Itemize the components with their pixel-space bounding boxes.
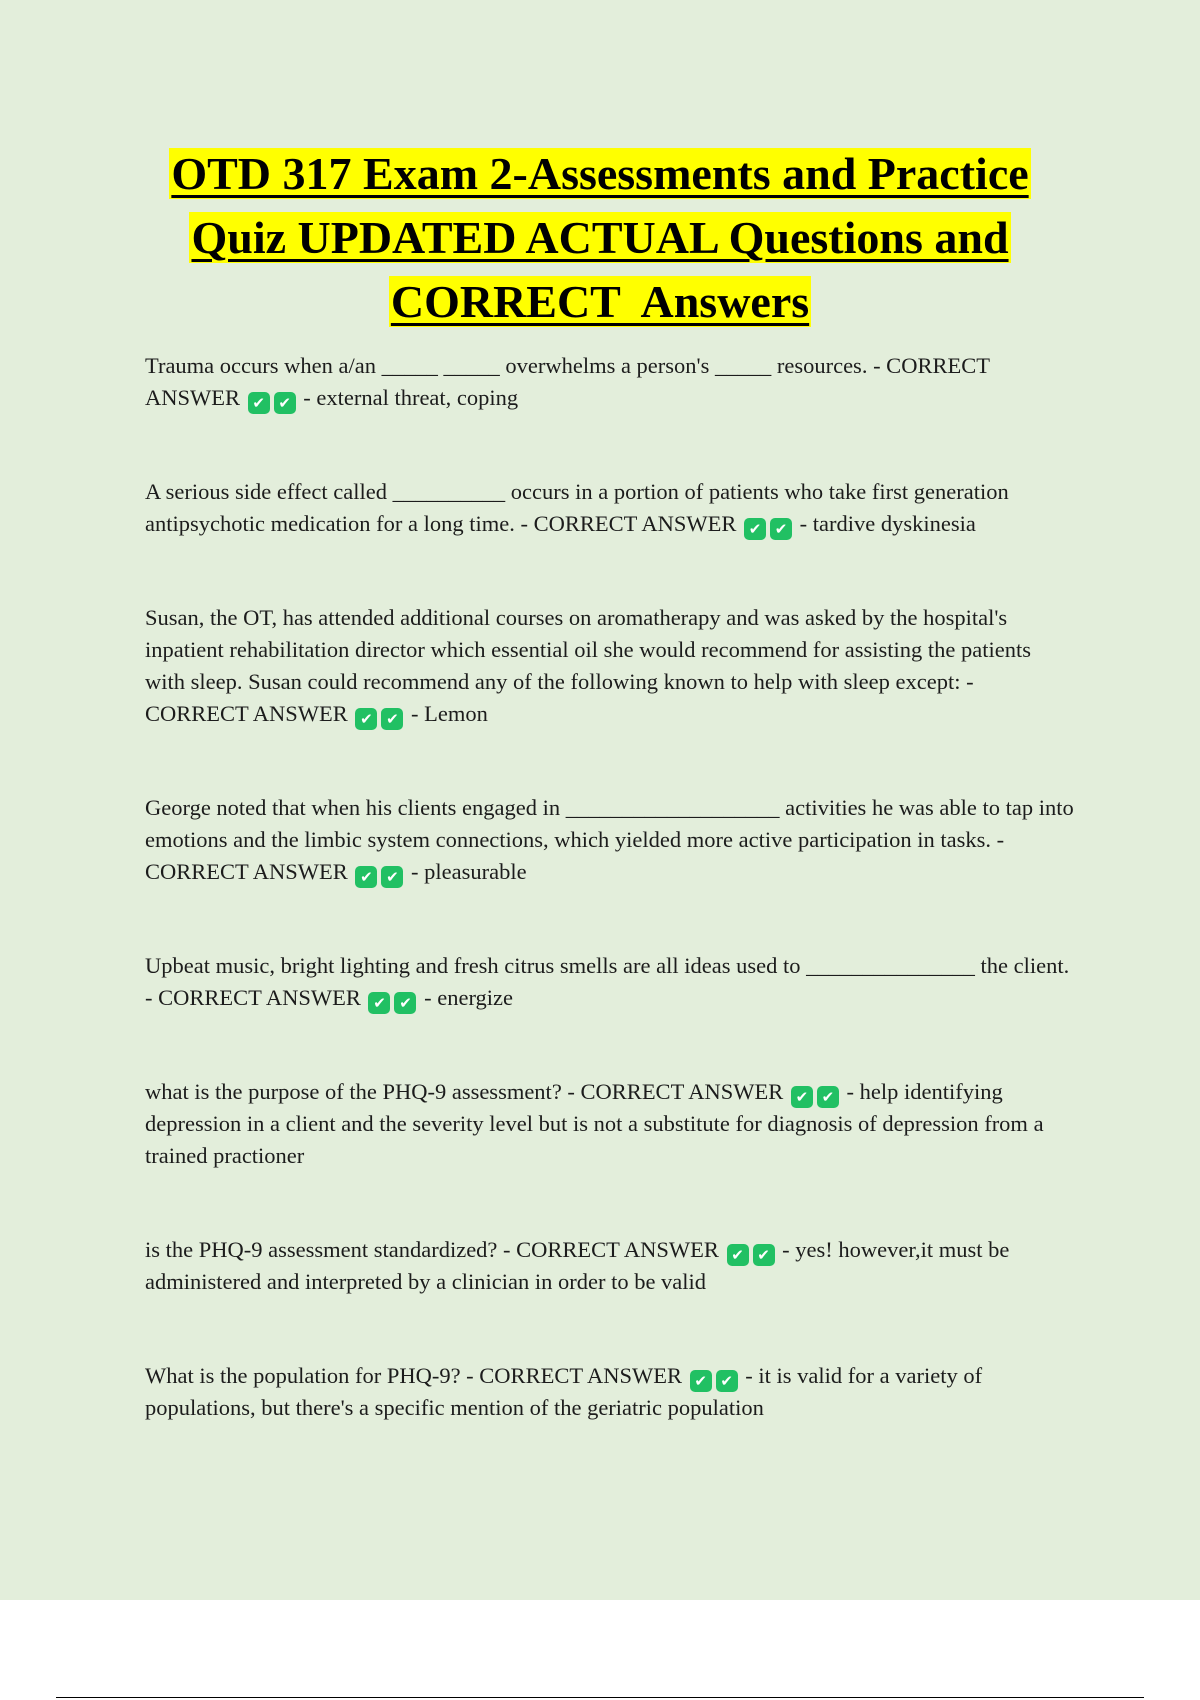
question-text: Trauma occurs when a/an _____ _____ overwhelms a person's _____ resources. - CORRECT ANSWER — [145, 353, 990, 410]
check-mark-icon — [381, 866, 403, 888]
check-mark-icon — [274, 392, 296, 414]
question-text: is the PHQ-9 assessment standardized? - CORRECT ANSWER — [145, 1237, 719, 1262]
answer-text: - pleasurable — [411, 859, 527, 884]
check-mark-icon — [355, 866, 377, 888]
question-text: Upbeat music, bright lighting and fresh citrus smells are all ideas used to _______________ the client. - CORRECT ANSWER — [145, 953, 1070, 1010]
qa-item-1 — [145, 350, 1075, 414]
check-mark-icon — [248, 392, 270, 414]
question-text: Susan, the OT, has attended additional courses on aromatherapy and was asked by the hospital's inpatient rehabilitation director which essential oil she would recommend for assisting the patients with sleep. Susan could recommend any of the following known to help with sleep except: - CORRECT ANSWER — [145, 605, 1032, 726]
document-title — [0, 142, 1200, 334]
qa-item-7 — [145, 1234, 1075, 1298]
check-mark-icon — [368, 992, 390, 1014]
check-mark-icon — [727, 1244, 749, 1266]
qa-item-6 — [145, 1076, 1075, 1172]
check-mark-icon — [817, 1086, 839, 1108]
answer-text: - tardive dyskinesia — [799, 511, 976, 536]
answer-text: - Lemon — [411, 701, 488, 726]
answer-text: - help identifying depression in a client and the severity level but is not a substitute for diagnosis of depression from a trained practioner — [145, 1079, 1044, 1168]
question-text: A serious side effect called __________ occurs in a portion of patients who take first generation antipsychotic medication for a long time. - CORRECT ANSWER — [145, 479, 1009, 536]
answer-text: - external threat, coping — [303, 385, 519, 410]
title-line-1: OTD 317 Exam 2-Assessments and Practice — [171, 148, 1029, 199]
check-mark-icon — [770, 518, 792, 540]
answer-text: - it is valid for a variety of populations, but there's a specific mention of the geriatric population — [145, 1363, 983, 1420]
qa-item-2 — [145, 476, 1075, 540]
qa-item-5 — [145, 950, 1075, 1014]
check-mark-icon — [791, 1086, 813, 1108]
title-line-2: Quiz UPDATED ACTUAL Questions and — [191, 212, 1009, 263]
check-mark-icon — [394, 992, 416, 1014]
check-mark-icon — [744, 518, 766, 540]
qa-item-8 — [145, 1360, 1075, 1424]
footer-divider — [56, 1697, 1144, 1698]
qa-list — [145, 350, 1075, 1424]
qa-item-4 — [145, 792, 1075, 888]
check-mark-icon — [381, 708, 403, 730]
answer-text: - yes! however,it must be administered and interpreted by a clinician in order to be valid — [145, 1237, 1010, 1294]
qa-item-3 — [145, 602, 1075, 730]
answer-text: - energize — [424, 985, 514, 1010]
check-mark-icon — [716, 1370, 738, 1392]
question-text: George noted that when his clients engaged in ___________________ activities he was able to tap into emotions and the limbic system connections, which yielded more active participation in tasks. - CORRECT ANSWER — [145, 795, 1074, 884]
question-text: what is the purpose of the PHQ-9 assessment? - CORRECT ANSWER — [145, 1079, 784, 1104]
check-mark-icon — [355, 708, 377, 730]
check-mark-icon — [690, 1370, 712, 1392]
question-text: What is the population for PHQ-9? - CORRECT ANSWER — [145, 1363, 683, 1388]
check-mark-icon — [753, 1244, 775, 1266]
title-line-3: CORRECT Answers — [390, 276, 810, 327]
